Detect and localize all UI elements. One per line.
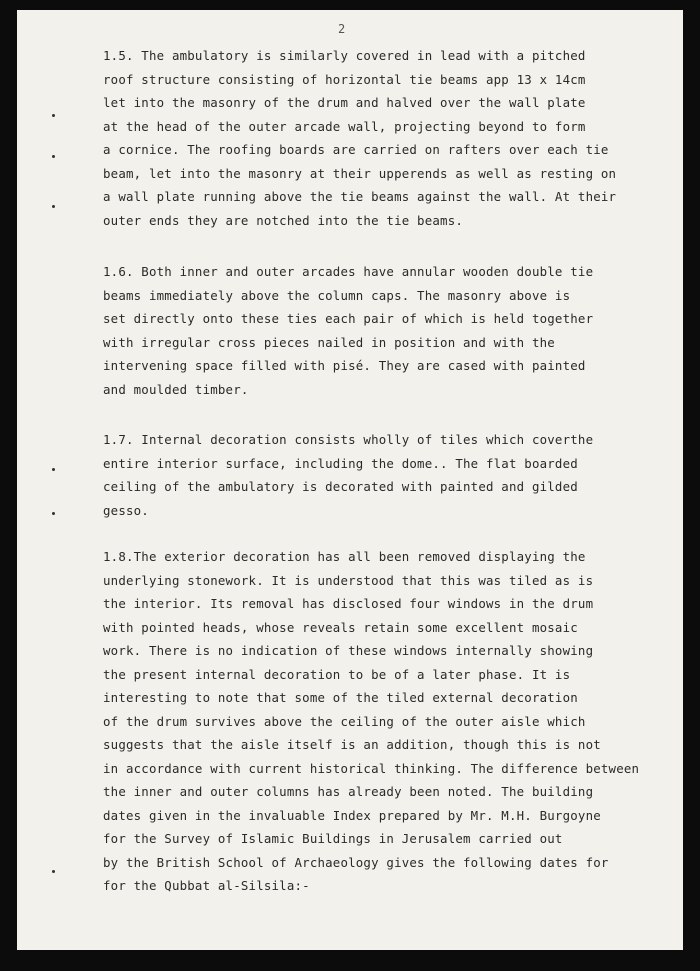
text-line: in accordance with current historical thinking. The difference between: [103, 760, 640, 776]
margin-speck: [52, 155, 55, 158]
text-line: for the Survey of Islamic Buildings in Jerusalem carried out: [103, 831, 563, 846]
text-line: dates given in the invaluable Index prepared by Mr. M.H. Burgoyne: [103, 807, 601, 823]
text-line: and moulded timber.: [103, 381, 249, 397]
paragraph-1-8: [103, 545, 683, 898]
text-line: intervening space filled with pisé. They are cased with painted: [103, 358, 586, 373]
text-line: the interior. Its removal has disclosed four windows in the drum: [103, 596, 594, 611]
text-line: of the drum survives above the ceiling of the outer aisle which: [103, 713, 586, 729]
text-line: interesting to note that some of the tiled external decoration: [103, 690, 578, 705]
text-line: beam, let into the masonry at their upperends as well as resting on: [103, 165, 617, 181]
text-line: roof structure consisting of horizontal tie beams app 13 x 14cm: [103, 71, 586, 87]
margin-speck: [52, 114, 55, 117]
text-line: for the Qubbat al-Silsila:-: [103, 878, 310, 893]
text-line: at the head of the outer arcade wall, projecting beyond to form: [103, 118, 586, 134]
text-line: work. There is no indication of these windows internally showing: [103, 643, 594, 658]
paragraph-1-5: [103, 44, 683, 232]
text-line: the inner and outer columns has already been noted. The building: [103, 784, 594, 799]
text-line: a cornice. The roofing boards are carried on rafters over each tie: [103, 142, 609, 157]
text-line: the present internal decoration to be of a later phase. It is: [103, 666, 571, 682]
text-line: suggests that the aisle itself is an addition, though this is not: [103, 737, 601, 752]
text-line: outer ends they are notched into the tie beams.: [103, 212, 464, 228]
text-line: 1.6. Both inner and outer arcades have annular wooden double tie: [103, 264, 594, 279]
margin-speck: [52, 468, 55, 471]
text-line: gesso.: [103, 502, 149, 518]
page-number: 2: [338, 22, 346, 36]
text-line: 1.8.The exterior decoration has all been removed displaying the: [103, 549, 586, 564]
text-line: let into the masonry of the drum and halved over the wall plate: [103, 95, 586, 110]
text-line: 1.5. The ambulatory is similarly covered in lead with a pitched: [103, 48, 586, 63]
text-line: set directly onto these ties each pair of which is held together: [103, 311, 594, 326]
text-line: with irregular cross pieces nailed in position and with the: [103, 334, 555, 350]
text-line: underlying stonework. It is understood that this was tiled as is: [103, 572, 594, 588]
paragraph-1-7: [103, 428, 683, 522]
text-line: 1.7. Internal decoration consists wholly of tiles which coverthe: [103, 432, 594, 447]
text-line: a wall plate running above the tie beams against the wall. At their: [103, 189, 617, 204]
margin-speck: [52, 870, 55, 873]
text-line: ceiling of the ambulatory is decorated with painted and gilded: [103, 479, 578, 494]
margin-speck: [52, 512, 55, 515]
text-line: beams immediately above the column caps. The masonry above is: [103, 287, 571, 303]
text-line: with pointed heads, whose reveals retain some excellent mosaic: [103, 619, 578, 635]
text-line: by the British School of Archaeology gives the following dates for: [103, 854, 609, 870]
paragraph-1-6: [103, 260, 683, 401]
margin-speck: [52, 205, 55, 208]
text-line: entire interior surface, including the dome.. The flat boarded: [103, 455, 578, 471]
